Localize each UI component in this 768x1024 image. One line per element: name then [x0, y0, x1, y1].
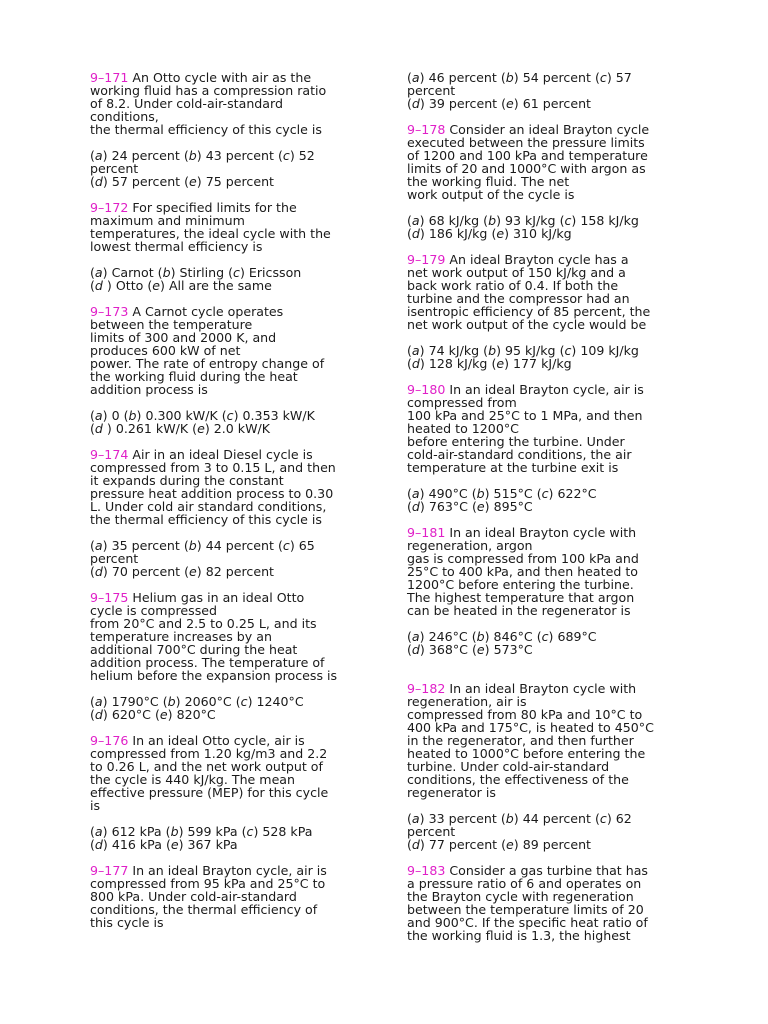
question-text: in the regenerator, and then further: [407, 733, 634, 748]
answer-line: (a) 490°C (b) 515°C (c) 622°C: [407, 486, 597, 501]
question-text: power. The rate of entropy change of: [90, 356, 325, 371]
question-text: the Brayton cycle with regeneration: [407, 889, 634, 904]
question-text: temperature increases by an: [90, 629, 272, 644]
question-text: between the temperature limits of 20: [407, 902, 644, 917]
question-text: the working fluid. The net: [407, 174, 570, 189]
problem: [90, 864, 365, 929]
question-text: addition process. The temperature of: [90, 655, 325, 670]
question-text: between the temperature: [90, 317, 253, 332]
answer-line: (a) 33 percent (b) 44 percent (c) 62: [407, 811, 632, 826]
question-text: gas is compressed from 100 kPa and: [407, 551, 639, 566]
problem-number: 9–179: [407, 252, 446, 267]
question-text: compressed from 1.20 kg/m3 and 2.2: [90, 746, 328, 761]
question-text: cycle is compressed: [90, 603, 218, 618]
answer-line: (d) 620°C (e) 820°C: [90, 707, 216, 722]
question-text: In an ideal Otto cycle, air is: [128, 733, 305, 748]
question-text: temperature at the turbine exit is: [407, 460, 619, 475]
answer-line: percent: [90, 161, 139, 176]
question-line: [407, 318, 682, 331]
question-text: 800 kPa. Under cold-air-standard: [90, 889, 297, 904]
problem-number: 9–173: [90, 304, 129, 319]
problem: [90, 71, 365, 188]
question-text: is: [90, 798, 101, 813]
question-text: effective pressure (MEP) for this cycle: [90, 785, 329, 800]
question-text: Consider an ideal Brayton cycle: [445, 122, 650, 137]
answer-line: (d) 77 percent (e) 89 percent: [407, 837, 591, 852]
question-text: Consider a gas turbine that has: [445, 863, 648, 878]
problem: [90, 201, 365, 292]
problem: [407, 123, 682, 240]
problem-number: 9–176: [90, 733, 129, 748]
question-line: [407, 604, 682, 617]
problem: [90, 734, 365, 851]
answer-line: (d) 186 kJ/kg (e) 310 kJ/kg: [407, 226, 572, 241]
question-line: [90, 123, 365, 136]
question-text: the cycle is 440 kJ/kg. The mean: [90, 772, 296, 787]
question-line: [90, 916, 365, 929]
left-column: [90, 71, 365, 929]
answer-line: (d) 70 percent (e) 82 percent: [90, 564, 274, 579]
question-text: pressure heat addition process to 0.30: [90, 486, 334, 501]
answer-line: (a) 74 kJ/kg (b) 95 kJ/kg (c) 109 kJ/kg: [407, 343, 639, 358]
problem: [407, 71, 682, 110]
question-text: An Otto cycle with air as the: [128, 70, 312, 85]
right-column: [407, 71, 682, 942]
problem-number: 9–178: [407, 122, 446, 137]
answer-line: (a) 0 (b) 0.300 kW/K (c) 0.353 kW/K: [90, 408, 315, 423]
question-text: conditions, the effectiveness of the: [407, 772, 629, 787]
question-text: of 8.2. Under cold-air-standard: [90, 96, 283, 111]
question-text: turbine. Under cold-air-standard: [407, 759, 610, 774]
question-line: [90, 799, 365, 812]
question-line: [407, 461, 682, 474]
question-line: [90, 240, 365, 253]
answer-line: (d) 763°C (e) 895°C: [407, 499, 533, 514]
question-text: working fluid has a compression ratio: [90, 83, 327, 98]
question-text: regeneration, argon: [407, 538, 533, 553]
question-text: can be heated in the regenerator is: [407, 603, 631, 618]
question-text: In an ideal Brayton cycle, air is: [445, 382, 644, 397]
question-text: conditions,: [90, 109, 159, 124]
question-text: compressed from 3 to 0.15 L, and then: [90, 460, 336, 475]
question-text: it expands during the constant: [90, 473, 284, 488]
problem-number: 9–175: [90, 590, 129, 605]
problem-number: 9–181: [407, 525, 446, 540]
problem-number: 9–183: [407, 863, 446, 878]
question-text: maximum and minimum: [90, 213, 245, 228]
question-text: to 0.26 L, and the net work output of: [90, 759, 323, 774]
answer-line: (a) Carnot (b) Stirling (c) Ericsson: [90, 265, 302, 280]
question-text: work output of the cycle is: [407, 187, 575, 202]
question-text: produces 600 kW of net: [90, 343, 241, 358]
question-text: Helium gas in an ideal Otto: [128, 590, 305, 605]
question-text: the working fluid during the heat: [90, 369, 298, 384]
question-text: heated to 1200°C: [407, 421, 519, 436]
problem: [407, 864, 682, 942]
problem: [90, 305, 365, 435]
question-line: [90, 383, 365, 396]
problem-number: 9–182: [407, 681, 446, 696]
question-line: [90, 669, 365, 682]
question-text: this cycle is: [90, 915, 164, 930]
question-text: In an ideal Brayton cycle with: [445, 525, 637, 540]
question-text: heated to 1000°C before entering the: [407, 746, 646, 761]
problem: [407, 383, 682, 513]
question-text: 400 kPa and 175°C, is heated to 450°C: [407, 720, 654, 735]
question-text: regeneration, air is: [407, 694, 527, 709]
problem: [407, 682, 682, 851]
question-text: A Carnot cycle operates: [128, 304, 284, 319]
answer-line: (a) 68 kJ/kg (b) 93 kJ/kg (c) 158 kJ/kg: [407, 213, 639, 228]
question-text: a pressure ratio of 6 and operates on: [407, 876, 642, 891]
question-text: back work ratio of 0.4. If both the: [407, 278, 619, 293]
question-text: the thermal efficiency of this cycle is: [90, 122, 322, 137]
question-text: limits of 300 and 2000 K, and: [90, 330, 277, 345]
answer-line: percent: [407, 83, 456, 98]
question-line: [90, 513, 365, 526]
question-text: executed between the pressure limits: [407, 135, 645, 150]
answer-line: (d) 416 kPa (e) 367 kPa: [90, 837, 238, 852]
problem: [407, 526, 682, 656]
question-text: net work output of 150 kJ/kg and a: [407, 265, 626, 280]
question-text: the thermal efficiency of this cycle is: [90, 512, 322, 527]
question-text: the working fluid is 1.3, the highest: [407, 928, 631, 943]
question-text: from 20°C and 2.5 to 0.25 L, and its: [90, 616, 317, 631]
question-text: For specified limits for the: [128, 200, 297, 215]
question-line: [90, 786, 365, 799]
question-line: [407, 188, 682, 201]
question-text: In an ideal Brayton cycle, air is: [128, 863, 327, 878]
answer-line: (a) 1790°C (b) 2060°C (c) 1240°C: [90, 694, 304, 709]
answer-line: (a) 46 percent (b) 54 percent (c) 57: [407, 70, 632, 85]
question-text: additional 700°C during the heat: [90, 642, 298, 657]
question-text: of 1200 and 100 kPa and temperature: [407, 148, 648, 163]
problem: [90, 448, 365, 578]
question-text: temperatures, the ideal cycle with the: [90, 226, 331, 241]
question-text: before entering the turbine. Under: [407, 434, 625, 449]
question-text: limits of 20 and 1000°C with argon as: [407, 161, 646, 176]
problem-number: 9–180: [407, 382, 446, 397]
question-text: lowest thermal efficiency is: [90, 239, 263, 254]
answer-line: (d) 128 kJ/kg (e) 177 kJ/kg: [407, 356, 572, 371]
question-text: In an ideal Brayton cycle with: [445, 681, 637, 696]
question-text: Air in an ideal Diesel cycle is: [128, 447, 313, 462]
answer-line: (a) 246°C (b) 846°C (c) 689°C: [407, 629, 597, 644]
question-text: The highest temperature that argon: [407, 590, 635, 605]
answer-line: (a) 35 percent (b) 44 percent (c) 65: [90, 538, 315, 553]
answer-line: (a) 24 percent (b) 43 percent (c) 52: [90, 148, 315, 163]
answer-line: (d) 57 percent (e) 75 percent: [90, 174, 274, 189]
question-text: compressed from 80 kPa and 10°C to: [407, 707, 643, 722]
question-line: [407, 929, 682, 942]
problem: [407, 253, 682, 370]
answer-line: (d) 39 percent (e) 61 percent: [407, 96, 591, 111]
problem-number: 9–174: [90, 447, 129, 462]
question-line: [407, 786, 682, 799]
problem-number: 9–172: [90, 200, 129, 215]
answer-line: percent: [90, 551, 139, 566]
question-text: net work output of the cycle would be: [407, 317, 647, 332]
problem-number: 9–171: [90, 70, 129, 85]
question-text: isentropic efficiency of 85 percent, the: [407, 304, 651, 319]
question-text: cold-air-standard conditions, the air: [407, 447, 632, 462]
answer-line: (d) 368°C (e) 573°C: [407, 642, 533, 657]
question-text: 100 kPa and 25°C to 1 MPa, and then: [407, 408, 643, 423]
problem-number: 9–177: [90, 863, 129, 878]
question-text: 25°C to 400 kPa, and then heated to: [407, 564, 638, 579]
question-text: L. Under cold air standard conditions,: [90, 499, 327, 514]
question-text: helium before the expansion process is: [90, 668, 338, 683]
question-text: regenerator is: [407, 785, 496, 800]
question-text: 1200°C before entering the turbine.: [407, 577, 634, 592]
question-text: An ideal Brayton cycle has a: [445, 252, 629, 267]
question-text: compressed from: [407, 395, 517, 410]
question-text: and 900°C. If the specific heat ratio of: [407, 915, 648, 930]
question-text: turbine and the compressor had an: [407, 291, 630, 306]
answer-line: percent: [407, 824, 456, 839]
answer-line: (d ) Otto (e) All are the same: [90, 278, 272, 293]
question-text: addition process is: [90, 382, 208, 397]
question-text: conditions, the thermal efficiency of: [90, 902, 318, 917]
question-text: compressed from 95 kPa and 25°C to: [90, 876, 326, 891]
problem: [90, 591, 365, 721]
answer-line: (a) 612 kPa (b) 599 kPa (c) 528 kPa: [90, 824, 313, 839]
answer-line: (d ) 0.261 kW/K (e) 2.0 kW/K: [90, 421, 271, 436]
